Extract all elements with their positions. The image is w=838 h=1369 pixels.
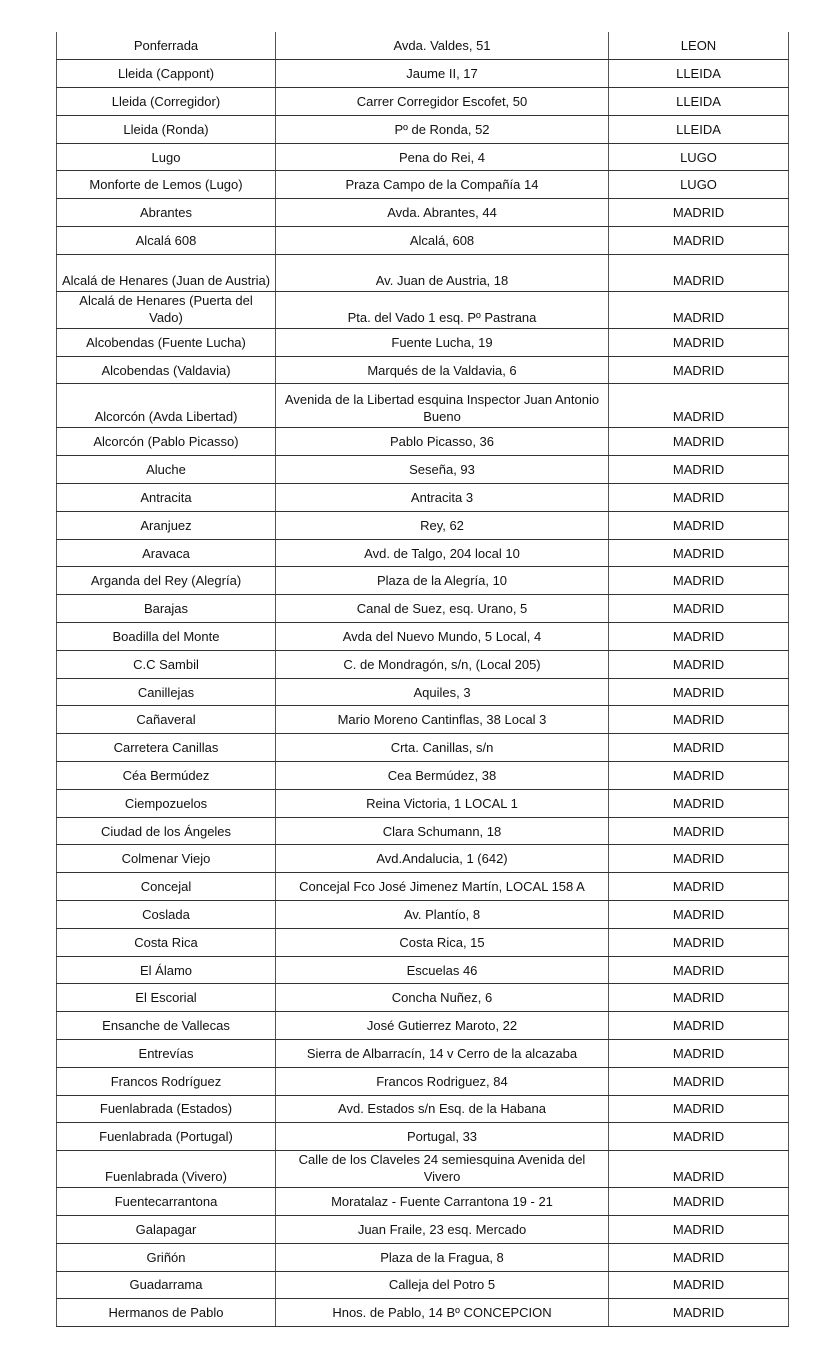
province-cell: MADRID xyxy=(609,254,789,291)
table-row xyxy=(57,762,789,790)
province-cell: MADRID xyxy=(609,678,789,706)
location-name-cell: Galapagar xyxy=(57,1215,276,1243)
address-cell: Antracita 3 xyxy=(276,484,609,512)
location-name-cell: Griñón xyxy=(57,1243,276,1271)
province-cell: MADRID xyxy=(609,328,789,356)
location-name-cell: Alcobendas (Valdavia) xyxy=(57,356,276,384)
location-name-cell: Aluche xyxy=(57,456,276,484)
table-row xyxy=(57,88,789,116)
province-cell: MADRID xyxy=(609,845,789,873)
address-cell: Praza Campo de la Compañía 14 xyxy=(276,171,609,199)
location-name-cell: Coslada xyxy=(57,901,276,929)
province-cell: MADRID xyxy=(609,539,789,567)
address-cell: Crta. Canillas, s/n xyxy=(276,734,609,762)
province-cell: MADRID xyxy=(609,1243,789,1271)
province-cell: MADRID xyxy=(609,956,789,984)
address-cell: Pablo Picasso, 36 xyxy=(276,428,609,456)
table-row xyxy=(57,484,789,512)
address-cell: Av. Plantío, 8 xyxy=(276,901,609,929)
location-name-cell: Ensanche de Vallecas xyxy=(57,1012,276,1040)
location-name-cell: Ciempozuelos xyxy=(57,789,276,817)
address-cell: Alcalá, 608 xyxy=(276,227,609,255)
address-cell: José Gutierrez Maroto, 22 xyxy=(276,1012,609,1040)
address-cell: Avd.Andalucia, 1 (642) xyxy=(276,845,609,873)
address-cell: Plaza de la Alegría, 10 xyxy=(276,567,609,595)
province-cell: MADRID xyxy=(609,428,789,456)
table-row xyxy=(57,1123,789,1151)
location-name-cell: Ciudad de los Ángeles xyxy=(57,817,276,845)
address-cell: Avda. Abrantes, 44 xyxy=(276,199,609,227)
table-row xyxy=(57,1040,789,1068)
province-cell: MADRID xyxy=(609,1215,789,1243)
location-name-cell: Lleida (Ronda) xyxy=(57,115,276,143)
location-name-cell: Barajas xyxy=(57,595,276,623)
address-cell: Avd. de Talgo, 204 local 10 xyxy=(276,539,609,567)
address-cell: Carrer Corregidor Escofet, 50 xyxy=(276,88,609,116)
table-row xyxy=(57,984,789,1012)
address-cell: Calle de los Claveles 24 semiesquina Avenida del Vivero xyxy=(276,1151,609,1188)
location-name-cell: Alcorcón (Pablo Picasso) xyxy=(57,428,276,456)
table-row xyxy=(57,650,789,678)
table-row xyxy=(57,567,789,595)
address-cell: Moratalaz - Fuente Carrantona 19 - 21 xyxy=(276,1188,609,1216)
table-row xyxy=(57,734,789,762)
table-row xyxy=(57,817,789,845)
location-name-cell: Fuenlabrada (Portugal) xyxy=(57,1123,276,1151)
address-cell: Avda. Valdes, 51 xyxy=(276,32,609,60)
province-cell: MADRID xyxy=(609,456,789,484)
location-name-cell: Céa Bermúdez xyxy=(57,762,276,790)
province-cell: MADRID xyxy=(609,484,789,512)
location-name-cell: Alcalá de Henares (Juan de Austria) xyxy=(57,254,276,291)
table-row xyxy=(57,171,789,199)
location-name-cell: Arganda del Rey (Alegría) xyxy=(57,567,276,595)
table-row xyxy=(57,706,789,734)
location-name-cell: Alcalá 608 xyxy=(57,227,276,255)
address-cell: Costa Rica, 15 xyxy=(276,928,609,956)
location-name-cell: Fuenlabrada (Estados) xyxy=(57,1095,276,1123)
location-name-cell: Francos Rodríguez xyxy=(57,1067,276,1095)
address-cell: Francos Rodriguez, 84 xyxy=(276,1067,609,1095)
table-row xyxy=(57,115,789,143)
table-row xyxy=(57,1067,789,1095)
location-name-cell: Alcalá de Henares (Puerta del Vado) xyxy=(57,291,276,328)
address-cell: Pº de Ronda, 52 xyxy=(276,115,609,143)
province-cell: LUGO xyxy=(609,143,789,171)
location-name-cell: Lleida (Corregidor) xyxy=(57,88,276,116)
location-name-cell: Canillejas xyxy=(57,678,276,706)
location-name-cell: Cañaveral xyxy=(57,706,276,734)
table-row xyxy=(57,789,789,817)
address-cell: Avda del Nuevo Mundo, 5 Local, 4 xyxy=(276,623,609,651)
table-row xyxy=(57,32,789,60)
table-row xyxy=(57,356,789,384)
province-cell: LEON xyxy=(609,32,789,60)
address-cell: Hnos. de Pablo, 14 Bº CONCEPCION xyxy=(276,1299,609,1327)
address-cell: Pena do Rei, 4 xyxy=(276,143,609,171)
address-cell: Calleja del Potro 5 xyxy=(276,1271,609,1299)
location-name-cell: Antracita xyxy=(57,484,276,512)
location-name-cell: Lleida (Cappont) xyxy=(57,60,276,88)
table-row xyxy=(57,1188,789,1216)
table-row xyxy=(57,199,789,227)
table-row xyxy=(57,384,789,428)
table-row xyxy=(57,511,789,539)
province-cell: LLEIDA xyxy=(609,88,789,116)
table-row xyxy=(57,539,789,567)
table-row xyxy=(57,143,789,171)
address-cell: Rey, 62 xyxy=(276,511,609,539)
province-cell: LLEIDA xyxy=(609,60,789,88)
location-name-cell: Boadilla del Monte xyxy=(57,623,276,651)
address-cell: Fuente Lucha, 19 xyxy=(276,328,609,356)
location-name-cell: Abrantes xyxy=(57,199,276,227)
table-row xyxy=(57,623,789,651)
province-cell: MADRID xyxy=(609,901,789,929)
locations-table-body xyxy=(57,32,789,1327)
province-cell: MADRID xyxy=(609,291,789,328)
province-cell: MADRID xyxy=(609,928,789,956)
location-name-cell: C.C Sambil xyxy=(57,650,276,678)
table-row xyxy=(57,291,789,328)
location-name-cell: Entrevías xyxy=(57,1040,276,1068)
table-row xyxy=(57,1012,789,1040)
address-cell: Av. Juan de Austria, 18 xyxy=(276,254,609,291)
address-cell: C. de Mondragón, s/n, (Local 205) xyxy=(276,650,609,678)
province-cell: MADRID xyxy=(609,384,789,428)
province-cell: MADRID xyxy=(609,1271,789,1299)
location-name-cell: Aravaca xyxy=(57,539,276,567)
location-name-cell: Hermanos de Pablo xyxy=(57,1299,276,1327)
province-cell: MADRID xyxy=(609,567,789,595)
location-name-cell: Lugo xyxy=(57,143,276,171)
table-row xyxy=(57,678,789,706)
province-cell: MADRID xyxy=(609,1188,789,1216)
table-row xyxy=(57,1271,789,1299)
address-cell: Avd. Estados s/n Esq. de la Habana xyxy=(276,1095,609,1123)
province-cell: LUGO xyxy=(609,171,789,199)
address-cell: Sierra de Albarracín, 14 v Cerro de la alcazaba xyxy=(276,1040,609,1068)
table-row xyxy=(57,1095,789,1123)
table-row xyxy=(57,254,789,291)
province-cell: MADRID xyxy=(609,1012,789,1040)
table-row xyxy=(57,928,789,956)
location-name-cell: Colmenar Viejo xyxy=(57,845,276,873)
location-name-cell: Ponferrada xyxy=(57,32,276,60)
location-name-cell: Aranjuez xyxy=(57,511,276,539)
table-row xyxy=(57,901,789,929)
locations-table xyxy=(56,32,789,1327)
address-cell: Reina Victoria, 1 LOCAL 1 xyxy=(276,789,609,817)
address-cell: Avenida de la Libertad esquina Inspector Juan Antonio Bueno xyxy=(276,384,609,428)
province-cell: MADRID xyxy=(609,817,789,845)
location-name-cell: Fuenlabrada (Vivero) xyxy=(57,1151,276,1188)
table-row xyxy=(57,1243,789,1271)
location-name-cell: Fuentecarrantona xyxy=(57,1188,276,1216)
address-cell: Escuelas 46 xyxy=(276,956,609,984)
province-cell: MADRID xyxy=(609,595,789,623)
province-cell: MADRID xyxy=(609,199,789,227)
province-cell: MADRID xyxy=(609,1151,789,1188)
province-cell: MADRID xyxy=(609,789,789,817)
location-name-cell: Alcorcón (Avda Libertad) xyxy=(57,384,276,428)
location-name-cell: El Álamo xyxy=(57,956,276,984)
location-name-cell: Monforte de Lemos (Lugo) xyxy=(57,171,276,199)
address-cell: Portugal, 33 xyxy=(276,1123,609,1151)
address-cell: Marqués de la Valdavia, 6 xyxy=(276,356,609,384)
table-row xyxy=(57,1299,789,1327)
province-cell: MADRID xyxy=(609,1095,789,1123)
table-row xyxy=(57,1151,789,1188)
address-cell: Plaza de la Fragua, 8 xyxy=(276,1243,609,1271)
address-cell: Concha Nuñez, 6 xyxy=(276,984,609,1012)
address-cell: Clara Schumann, 18 xyxy=(276,817,609,845)
location-name-cell: Alcobendas (Fuente Lucha) xyxy=(57,328,276,356)
location-name-cell: Guadarrama xyxy=(57,1271,276,1299)
address-cell: Cea Bermúdez, 38 xyxy=(276,762,609,790)
table-row xyxy=(57,1215,789,1243)
province-cell: MADRID xyxy=(609,1040,789,1068)
province-cell: MADRID xyxy=(609,623,789,651)
location-name-cell: El Escorial xyxy=(57,984,276,1012)
table-row xyxy=(57,595,789,623)
province-cell: MADRID xyxy=(609,734,789,762)
province-cell: MADRID xyxy=(609,511,789,539)
address-cell: Seseña, 93 xyxy=(276,456,609,484)
province-cell: MADRID xyxy=(609,1299,789,1327)
address-cell: Canal de Suez, esq. Urano, 5 xyxy=(276,595,609,623)
location-name-cell: Concejal xyxy=(57,873,276,901)
province-cell: MADRID xyxy=(609,984,789,1012)
address-cell: Mario Moreno Cantinflas, 38 Local 3 xyxy=(276,706,609,734)
table-row xyxy=(57,428,789,456)
table-row xyxy=(57,328,789,356)
province-cell: MADRID xyxy=(609,1067,789,1095)
table-row xyxy=(57,845,789,873)
province-cell: MADRID xyxy=(609,706,789,734)
province-cell: LLEIDA xyxy=(609,115,789,143)
table-row xyxy=(57,873,789,901)
table-row xyxy=(57,60,789,88)
province-cell: MADRID xyxy=(609,1123,789,1151)
address-cell: Aquiles, 3 xyxy=(276,678,609,706)
table-row xyxy=(57,956,789,984)
address-cell: Juan Fraile, 23 esq. Mercado xyxy=(276,1215,609,1243)
province-cell: MADRID xyxy=(609,356,789,384)
province-cell: MADRID xyxy=(609,873,789,901)
location-name-cell: Carretera Canillas xyxy=(57,734,276,762)
address-cell: Jaume II, 17 xyxy=(276,60,609,88)
address-cell: Concejal Fco José Jimenez Martín, LOCAL 158 A xyxy=(276,873,609,901)
province-cell: MADRID xyxy=(609,650,789,678)
address-cell: Pta. del Vado 1 esq. Pº Pastrana xyxy=(276,291,609,328)
province-cell: MADRID xyxy=(609,762,789,790)
location-name-cell: Costa Rica xyxy=(57,928,276,956)
province-cell: MADRID xyxy=(609,227,789,255)
table-row xyxy=(57,227,789,255)
table-row xyxy=(57,456,789,484)
